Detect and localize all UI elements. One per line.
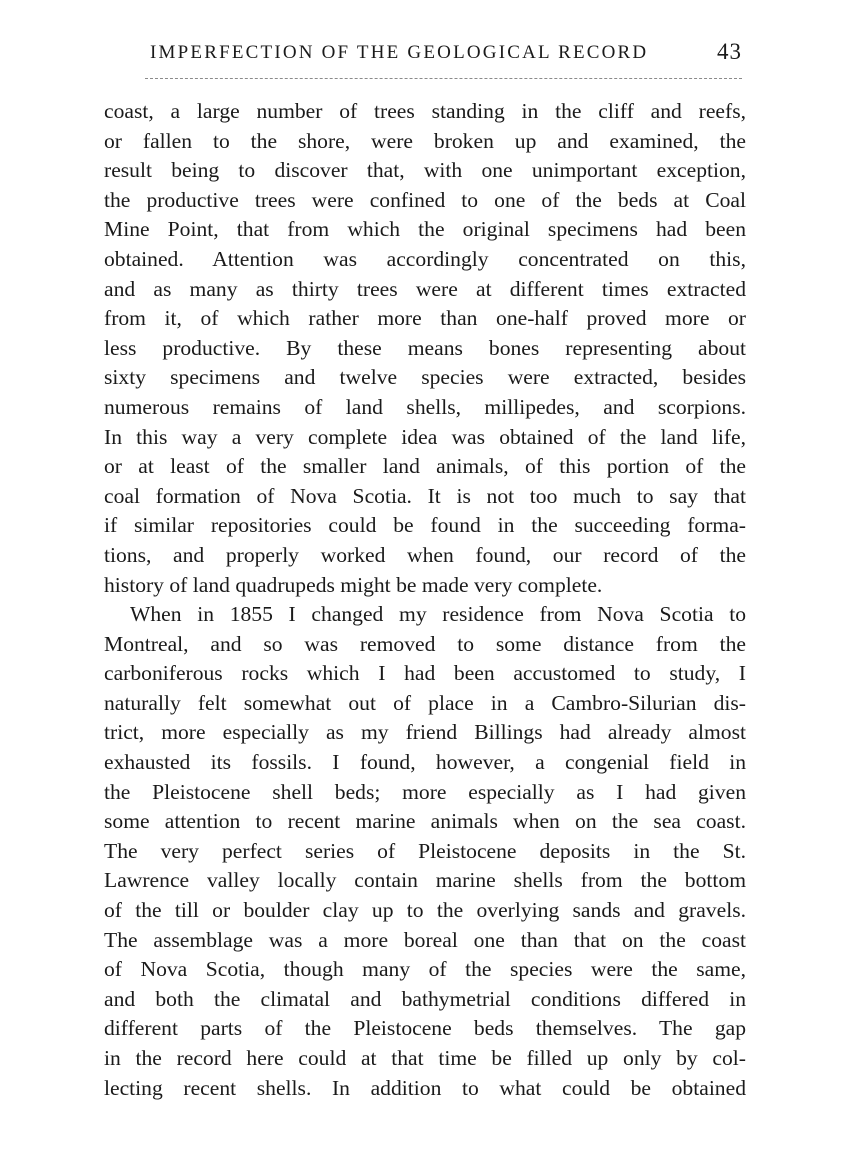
text-line: Montreal, and so was removed to some distance from the — [104, 631, 746, 656]
text-line: some attention to recent marine animals when on the sea coast. — [104, 809, 746, 834]
text-line: if similar repositories could be found in the succeeding forma- — [104, 513, 746, 538]
text-line: and both the climatal and bathymetrial conditions differed in — [104, 986, 746, 1011]
text-line: of Nova Scotia, though many of the species were the same, — [104, 957, 746, 982]
text-line: When in 1855 I changed my residence from Nova Scotia to — [130, 602, 746, 627]
text-line: coal formation of Nova Scotia. It is not too much to say that — [104, 483, 746, 508]
text-line: of the till or boulder clay up to the overlying sands and gravels. — [104, 898, 746, 923]
body-text — [104, 97, 746, 1103]
text-line: numerous remains of land shells, millipedes, and scorpions. — [104, 394, 746, 419]
text-line: Lawrence valley locally contain marine shells from the bottom — [104, 868, 746, 893]
text-line: naturally felt somewhat out of place in a Cambro-Silurian dis- — [104, 690, 746, 715]
paragraph — [104, 600, 746, 1103]
text-line: or at least of the smaller land animals, of this portion of the — [104, 454, 746, 479]
header-rule — [145, 78, 742, 79]
text-line: in the record here could at that time be filled up only by col- — [104, 1046, 746, 1070]
text-line: result being to discover that, with one unimportant exception, — [104, 158, 746, 183]
text-line: lecting recent shells. In addition to what could be obtained — [104, 1075, 746, 1100]
text-line: sixty specimens and twelve species were extracted, besides — [104, 365, 746, 390]
text-line: carboniferous rocks which I had been accustomed to study, I — [104, 661, 746, 686]
running-title: IMPERFECTION OF THE GEOLOGICAL RECORD — [150, 42, 649, 63]
text-line: trict, more especially as my friend Billings had already almost — [104, 720, 746, 745]
text-line: The assemblage was a more boreal one than that on the coast — [104, 927, 746, 952]
page-number: 43 — [717, 39, 742, 64]
text-line: the productive trees were confined to one of the beds at Coal — [104, 187, 746, 212]
text-line: from it, of which rather more than one-half proved more or — [104, 306, 746, 331]
text-line: coast, a large number of trees standing in the cliff and reefs, — [104, 99, 746, 123]
text-line: or fallen to the shore, were broken up and examined, the — [104, 128, 746, 153]
text-line: exhausted its fossils. I found, however, a congenial field in — [104, 750, 746, 775]
text-line: In this way a very complete idea was obtained of the land life, — [104, 424, 746, 449]
text-line: less productive. By these means bones representing about — [104, 335, 746, 360]
text-line: history of land quadrupeds might be made very complete. — [104, 572, 603, 597]
text-line: the Pleistocene shell beds; more especially as I had given — [104, 779, 746, 804]
text-line: Mine Point, that from which the original specimens had been — [104, 217, 746, 242]
text-line: different parts of the Pleistocene beds themselves. The gap — [104, 1016, 746, 1041]
text-line: tions, and properly worked when found, our record of the — [104, 542, 746, 567]
text-line: The very perfect series of Pleistocene deposits in the St. — [104, 838, 746, 863]
text-line: obtained. Attention was accordingly concentrated on this, — [104, 246, 746, 271]
paragraph — [104, 97, 746, 600]
running-head — [150, 40, 742, 68]
text-line: and as many as thirty trees were at different times extracted — [104, 276, 746, 301]
